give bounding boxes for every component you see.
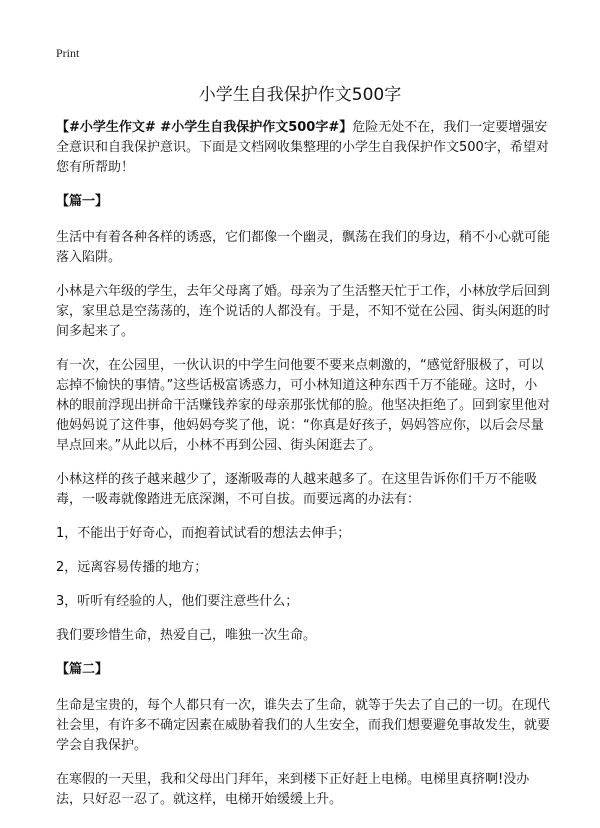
intro-tag: 【#小学生作文# #小学生自我保护作文500字#】 xyxy=(56,120,353,135)
section-heading-1: 【篇一】 xyxy=(56,194,109,209)
section-heading-2: 【篇二】 xyxy=(56,662,109,677)
paragraph: 有一次，在公园里，一伙认识的中学生问他要不要来点刺激的，“感觉舒服极了，可以忘掉不愉快的事情。”这些话极富诱惑力，可小林知道这种东西千万不能碰。这时，小林的眼前浮现出拼命干活赚钱养家的母亲那张忧郁的脸。他坚决拒绝了。回到家里他对他妈妈说了这件事，他妈妈夸奖了他，说：“你真是好孩子，妈妈答应你，以后会尽量早点回来。”从此以后，小林不再到公园、街头闲逛去了。 xyxy=(56,358,551,453)
paragraph: 生命是宝贵的，每个人都只有一次，谁失去了生命，就等于失去了自己的一切。在现代社会里，有许多不确定因素在威胁着我们的人生安全，而我们想要避免事故发生，就要学会自我保护。 xyxy=(56,698,551,753)
article-body xyxy=(56,118,550,824)
intro-paragraph xyxy=(56,118,550,178)
list-item: 2，远离容易传播的地方； xyxy=(56,560,208,575)
list-item: 1，不能出于好奇心，而抱着试试看的想法去伸手； xyxy=(56,526,351,541)
page-title: 小学生自我保护作文500字 xyxy=(198,85,402,105)
paragraph: 小林是六年级的学生，去年父母离了婚。母亲为了生活整天忙于工作，小林放学后回到家，家里总是空荡荡的，连个说话的人都没有。于是，不知不觉在公园、街头闲逛的时间多起来了。 xyxy=(56,284,551,339)
list-item: 3，听听有经验的人，他们要注意些什么； xyxy=(56,594,299,609)
paragraph: 小林这样的孩子越来越少了，逐渐吸毒的人越来越多了。在这里告诉你们千万不能吸毒，一吸毒就像踏进无底深渊，不可自拔。而要远离的办法有： xyxy=(56,472,538,507)
paragraph: 我们要珍惜生命，热爱自己，唯独一次生命。 xyxy=(56,628,317,643)
intro-text: 危险无处不在，我们一定要增强安全意识和自我保护意识。下面是文档网收集整理的小学生自我保护作文500字，希望对您有所帮助！ xyxy=(56,120,549,175)
paragraph: 生活中有着各种各样的诱惑，它们都像一个幽灵，飘荡在我们的身边，稍不小心就可能落入陷阱。 xyxy=(56,230,551,265)
paragraph: 在寒假的一天里，我和父母出门拜年，来到楼下正好赶上电梯。电梯里真挤啊!没办法，只好忍一忍了。就这样，电梯开始缓缓上升。 xyxy=(56,772,530,807)
print-link[interactable]: Print xyxy=(56,46,80,60)
